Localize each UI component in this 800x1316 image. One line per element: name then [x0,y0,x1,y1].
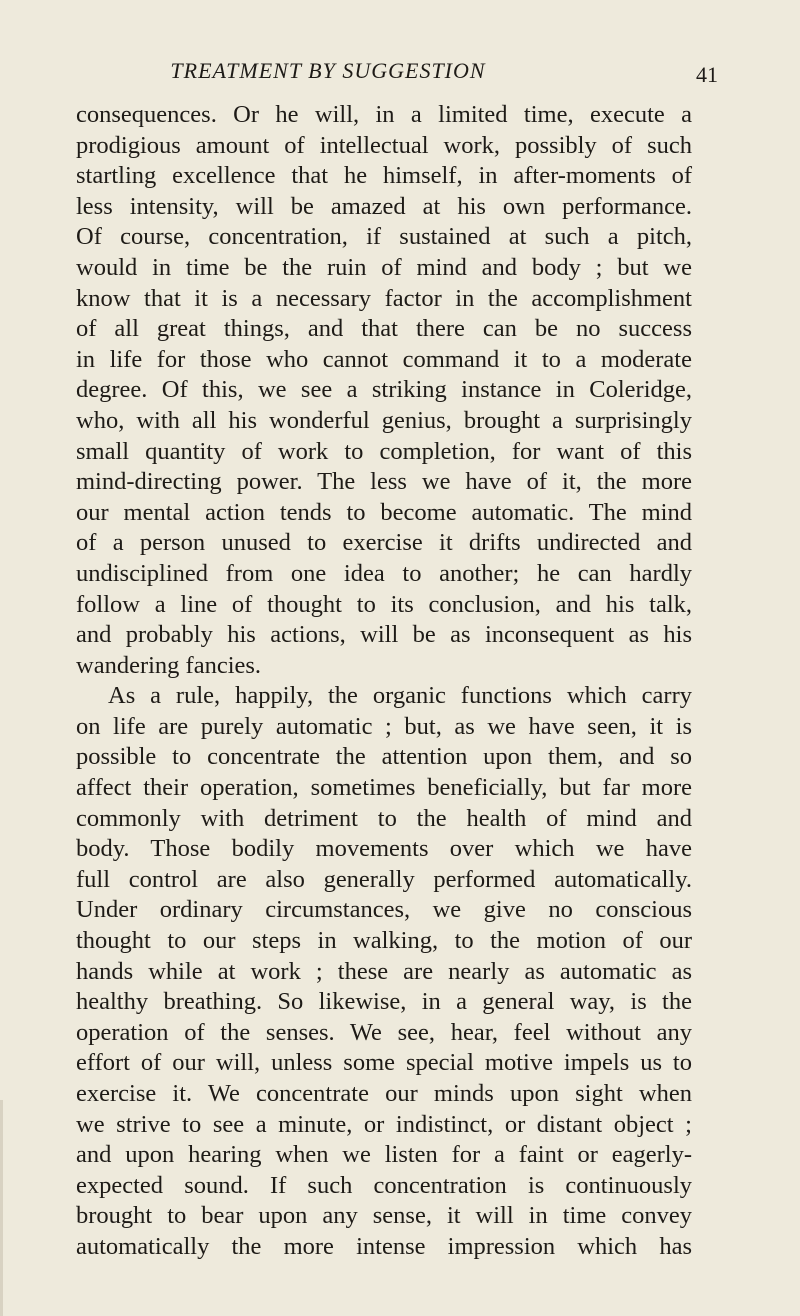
running-title: TREATMENT BY SUGGESTION [170,58,486,83]
text-line: body. Those bodily movements over which we have [76,835,692,863]
text-line: consequences. Or he will, in a limited time, execute a [76,101,692,128]
text-line: on life are purely automatic ; but, as we have seen, it is [76,712,692,740]
text-line: affect their operation, sometimes beneficially, but far more [76,774,692,802]
text-line: expected sound. If such concentration is continuously [76,1171,692,1199]
text-line: undisciplined from one idea to another; he can hardly [76,559,692,587]
text-line: possible to concentrate the attention upon them, and so [76,743,692,771]
text-line: our mental action tends to become automatic. The mind [76,498,692,526]
text-line: hands while at work ; these are nearly as automatic as [76,957,692,985]
text-line: in life for those who cannot command it to a moderate [76,345,692,373]
text-line: prodigious amount of intellectual work, possibly of such [76,131,692,159]
text-line: we strive to see a minute, or indistinct, or distant object ; [76,1110,692,1138]
paragraph-start-line: As a rule, happily, the organic functions which carry [108,682,692,710]
text-line: small quantity of work to completion, for want of this [76,437,692,465]
text-line: know that it is a necessary factor in the accomplishment [76,284,692,312]
text-line: effort of our will, unless some special motive impels us to [76,1049,692,1077]
text-line: thought to our steps in walking, to the motion of our [76,927,692,955]
text-line: startling excellence that he himself, in after-moments of [76,162,692,190]
text-line: Under ordinary circumstances, we give no conscious [76,896,692,924]
text-line: who, with all his wonderful genius, brought a surprisingly [76,406,692,434]
body-text [76,100,692,1263]
text-line: less intensity, will be amazed at his own performance. [76,192,692,220]
text-line: Of course, concentration, if sustained at such a pitch, [76,223,692,251]
text-line: operation of the senses. We see, hear, feel without any [76,1018,692,1046]
text-line: would in time be the ruin of mind and body ; but we [76,253,692,281]
running-head [0,58,800,88]
text-line: healthy breathing. So likewise, in a general way, is the [76,988,692,1016]
page-edge-shadow [0,1100,3,1316]
text-line: of a person unused to exercise it drifts undirected and [76,529,692,557]
text-line: degree. Of this, we see a striking instance in Coleridge, [76,376,692,404]
text-line: brought to bear upon any sense, it will in time convey [76,1202,692,1230]
text-line: of all great things, and that there can be no success [76,315,692,343]
text-line: and probably his actions, will be as inconsequent as his [76,621,692,649]
text-line: follow a line of thought to its conclusion, and his talk, [76,590,692,618]
text-line: full control are also generally performed automatically. [76,865,692,893]
paragraph-end-line: wandering fancies. [76,651,262,679]
text-line: mind-directing power. The less we have of it, the more [76,468,692,496]
text-line: exercise it. We concentrate our minds upon sight when [76,1080,692,1107]
text-line: and upon hearing when we listen for a faint or eagerly- [76,1141,692,1169]
text-line: automatically the more intense impression which has [76,1232,692,1260]
page-number: 41 [696,62,718,87]
text-line: commonly with detriment to the health of mind and [76,804,692,832]
